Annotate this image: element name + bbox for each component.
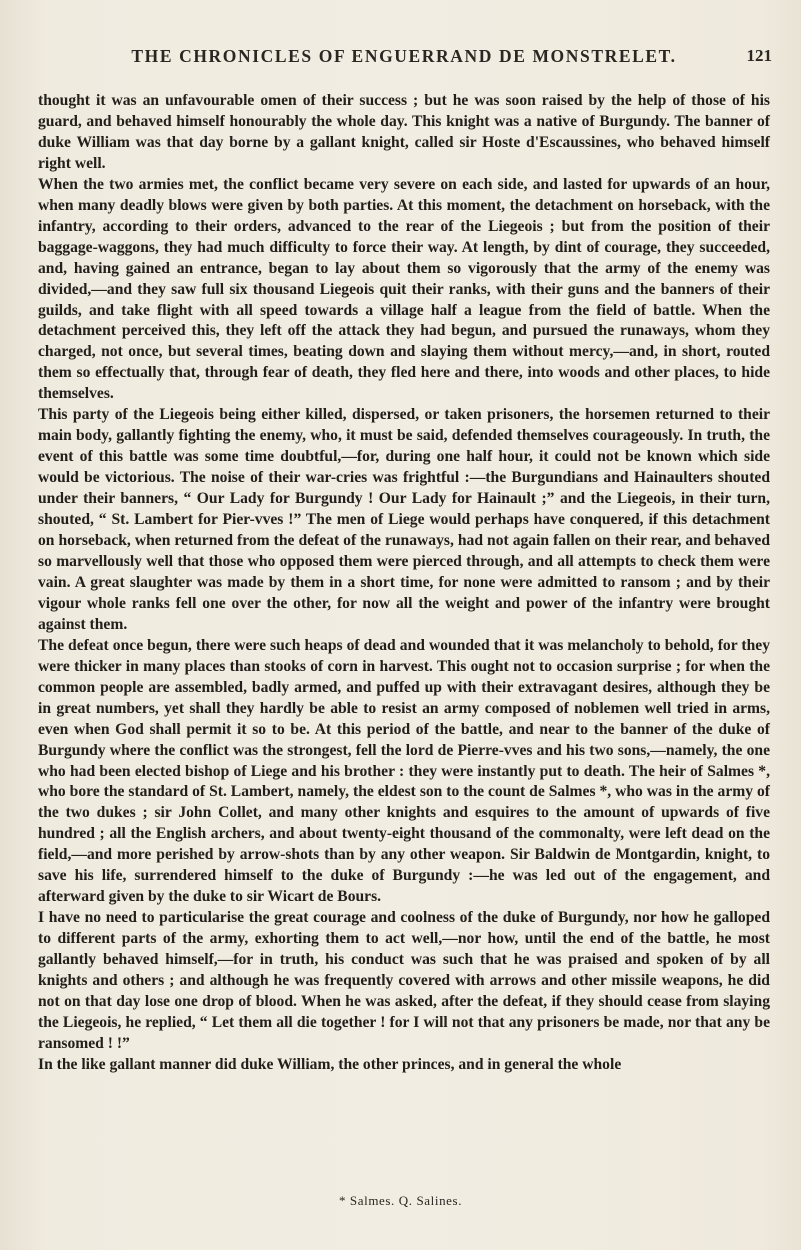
running-head (36, 46, 772, 72)
paragraph: The defeat once begun, there were such heaps of dead and wounded that it was melancholy to behold, for they were thicker in many places than stooks of corn in harvest. This ought not to occasion surprise ; for when the common people are assembled, badly armed, and puffed up with their extravagant desires, although they be in great numbers, yet shall they hardly be able to resist an army composed of noblemen well tried in arms, even when God shall permit it so to be. At this period of the battle, and near to the banner of the duke of Burgundy where the conflict was the strongest, fell the lord de Pierre-vves and his two sons,—namely, the one who had been elected bishop of Liege and his brother : they were instantly put to death. The heir of Salmes *, who bore the standard of St. Lambert, namely, the eldest son to the count de Salmes *, who was in the army of the two dukes ; sir John Collet, and many other knights and esquires to the amount of upwards of five hundred ; all the English archers, and about twenty-eight thousand of the commonalty, were left dead on the field,—and more perished by arrow-shots than by any other weapon. Sir Baldwin de Montgardin, knight, to save his life, surrendered himself to the duke of Burgundy :—he was led out of the engagement, and afterward given by the duke to sir Wicart de Bours. (38, 636, 770, 906)
paragraph: This party of the Liegeois being either killed, dispersed, or taken prisoners, the horsemen returned to their main body, gallantly fighting the enemy, who, it must be said, defended themselves courageously. In truth, the event of this battle was some time doubtful,—for, during one half hour, it could not be known which side would be victorious. The noise of their war-cries was frightful :—the Burgundians and Hainaulters shouted under their banners, “ Our Lady for Burgundy ! Our Lady for Hainault ;” and the Liegeois, in their turn, shouted, “ St. Lambert for Pier-vves !” The men of Liege would perhaps have conquered, if this detachment on horseback, when returned from the defeat of the runaways, had not again fallen on their rear, and behaved so marvellously well that those who opposed them were pierced through, and all attempts to check them were vain. A great slaughter was made by them in a short time, for none were admitted to ransom ; and by their vigour whole ranks fell one over the other, for now all the weight and power of the infantry were brought against them. (38, 406, 770, 633)
running-title: THE CHRONICLES OF ENGUERRAND DE MONSTRELET. (131, 46, 677, 66)
paragraph: In the like gallant manner did duke William, the other princes, and in general the whole (38, 1055, 622, 1073)
footnote: * Salmes. Q. Salines. (338, 1193, 463, 1208)
paragraph: thought it was an unfavourable omen of their success ; but he was soon raised by the help of those of his guard, and behaved himself honourably the whole day. This knight was a native of Burgundy. The banner of duke William was that day borne by a gallant knight, called sir Hoste d'Escaussines, who behaved himself right well. (38, 92, 770, 172)
paragraph: When the two armies met, the conflict became very severe on each side, and lasted for upwards of an hour, when many deadly blows were given by both parties. At this moment, the detachment on horseback, with the infantry, according to their orders, advanced to the rear of the Liegeois ; but from the position of their baggage-waggons, they had much difficulty to force their way. At length, by dint of courage, they succeeded, and, having gained an entrance, began to lay about them so vigorously that the army of the enemy was divided,—and they saw full six thousand Liegeois quit their ranks, with their guns and the banners of their guilds, and take flight with all speed towards a village half a league from the field of battle. When the detachment perceived this, they left off the attack they had begun, and pursued the runaways, whom they charged, not once, but several times, beating down and slaying them without mercy,—and, in short, routed them so effectually that, through fear of death, they fled here and there, into woods and other places, to hide themselves. (38, 175, 770, 403)
page-number: 121 (746, 46, 772, 65)
paragraph: I have no need to particularise the great courage and coolness of the duke of Burgundy, nor how he galloped to different parts of the army, exhorting them to act well,—nor how, until the end of the battle, he most gallantly behaved himself,—for in truth, his conduct was such that he was praised and spoken of by all knights and others ; and although he was frequently covered with arrows and other missile weapons, he did not on that day lose one drop of blood. When he was asked, after the defeat, if they should cease from slaying the Liegeois, he replied, “ Let them all die together ! for I will not that any prisoners be made, nor that any be ransomed ! !” (38, 909, 770, 1052)
body-text (38, 91, 770, 1076)
